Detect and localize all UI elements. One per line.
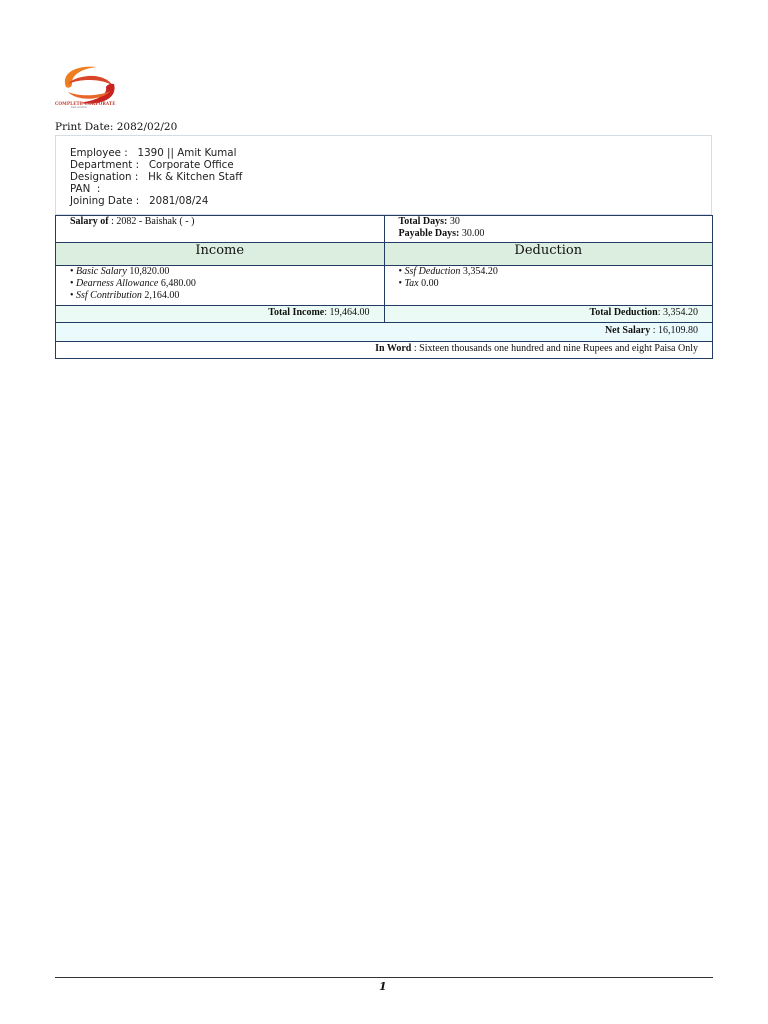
items-row (56, 266, 713, 306)
designation-line: Designation : Hk & Kitchen Staff (70, 171, 243, 183)
income-item-name: Ssf Contribution (76, 290, 142, 301)
pan-line: PAN : (70, 183, 101, 195)
footer-divider (55, 977, 713, 978)
section-header-row (56, 243, 713, 266)
income-item-name: Dearness Allowance (76, 278, 159, 289)
income-item: • Ssf Contribution 2,164.00 (70, 290, 180, 301)
salary-period-row (56, 216, 713, 243)
salary-table (55, 215, 713, 359)
net-salary-cell (56, 323, 713, 342)
deduction-item-amount: 3,354.20 (460, 266, 498, 277)
deduction-heading: Deduction (384, 243, 713, 266)
logo-caption: COMPLETE CORPORATE (55, 101, 116, 106)
department-line: Department : Corporate Office (70, 159, 234, 171)
payable-days-value: 30.00 (459, 228, 485, 239)
employee-line: Employee : 1390 || Amit Kumal (70, 147, 237, 159)
net-salary-value: : 16,109.80 (650, 325, 698, 336)
income-item-name: Basic Salary (76, 266, 127, 277)
payable-days-label: Payable Days: (398, 228, 460, 239)
in-word-label: In Word (375, 343, 412, 354)
total-income-label: Total Income (268, 307, 325, 318)
page-number: 1 (379, 980, 387, 993)
days-cell (384, 216, 713, 243)
in-word-value: : Sixteen thousands one hundred and nine Rupees and eight Paisa Only (411, 343, 698, 354)
deduction-items-cell (384, 266, 713, 306)
salary-of-label: Salary of (70, 216, 109, 227)
total-deduction-label: Total Deduction (589, 307, 658, 318)
income-item: • Dearness Allowance 6,480.00 (70, 278, 196, 289)
totals-row (56, 306, 713, 323)
salary-of-cell (56, 216, 385, 243)
salary-of-value: : 2082 - Baishak ( - ) (108, 216, 195, 227)
total-deduction-value: : 3,354.20 (657, 307, 698, 318)
in-word-row (56, 342, 713, 359)
income-item: • Basic Salary 10,820.00 (70, 266, 170, 277)
deduction-item-amount: 0.00 (418, 278, 439, 289)
print-date: Print Date: 2082/02/20 (55, 121, 178, 133)
logo-tagline: best solution (71, 106, 88, 109)
income-items-cell (56, 266, 385, 306)
deduction-item: • Ssf Deduction 3,354.20 (398, 266, 498, 277)
total-days-value: 30 (447, 216, 460, 227)
total-deduction-cell (384, 306, 713, 323)
total-days-label: Total Days: (398, 216, 448, 227)
income-item-amount: 10,820.00 (126, 266, 170, 277)
net-salary-row (56, 323, 713, 342)
net-salary-label: Net Salary (604, 325, 651, 336)
income-item-amount: 2,164.00 (141, 290, 180, 301)
in-word-cell (56, 342, 713, 359)
deduction-item-name: Ssf Deduction (404, 266, 461, 277)
income-heading: Income (56, 243, 385, 266)
deduction-item: • Tax 0.00 (398, 278, 439, 289)
joining-date-line: Joining Date : 2081/08/24 (70, 195, 209, 207)
income-item-amount: 6,480.00 (158, 278, 196, 289)
employee-info-box (55, 135, 712, 215)
total-income-value: : 19,464.00 (324, 307, 370, 318)
deduction-item-name: Tax (404, 278, 419, 289)
total-income-cell (56, 306, 385, 323)
